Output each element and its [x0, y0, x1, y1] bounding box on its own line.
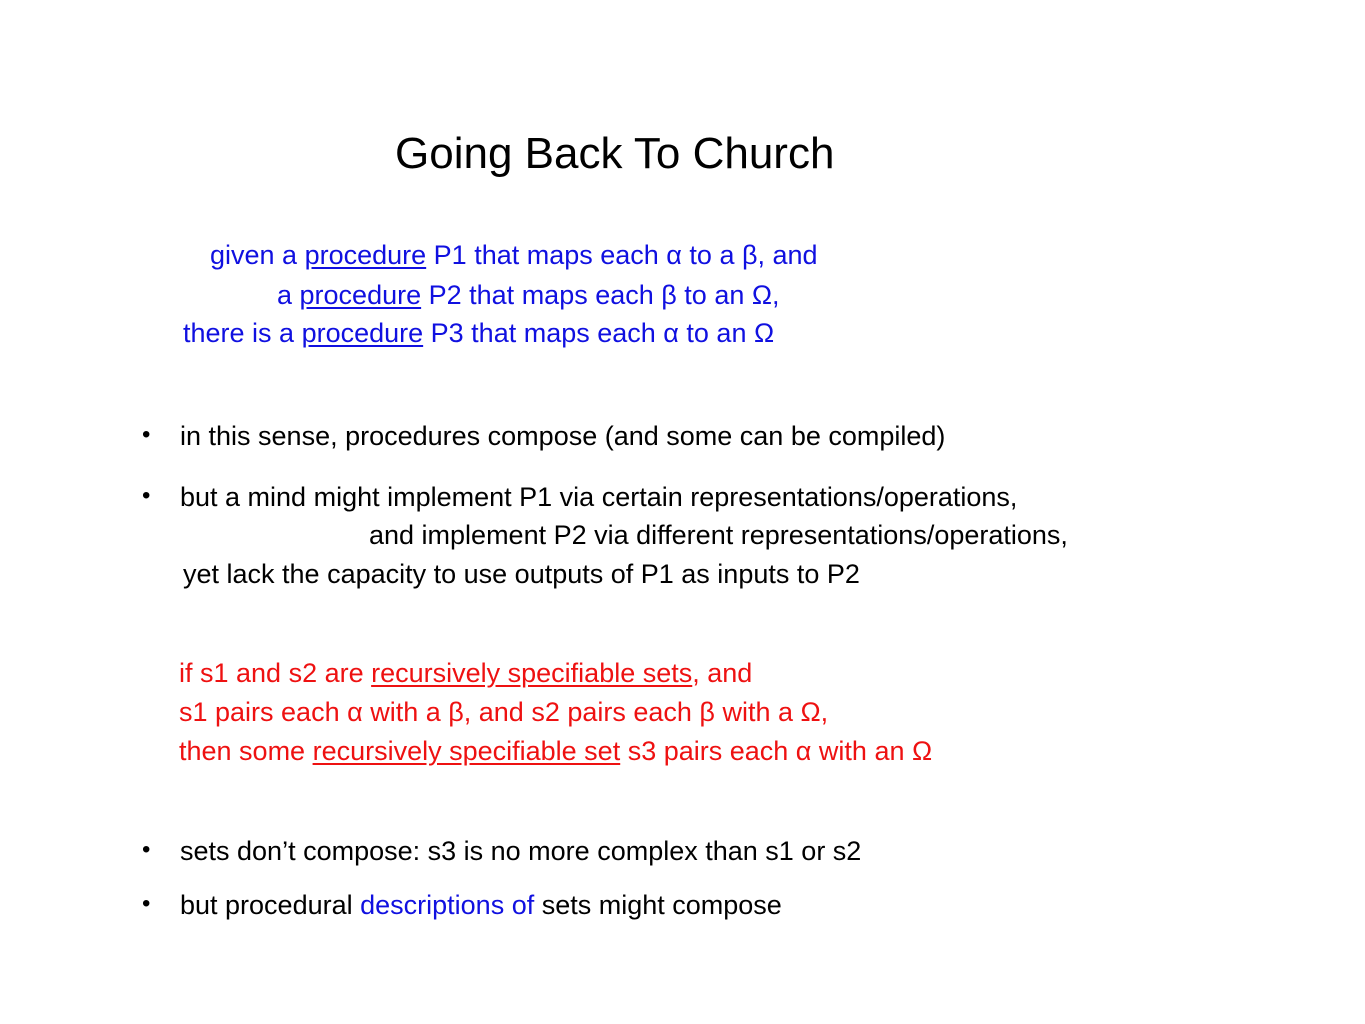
blue-line-2-pre: a	[277, 280, 300, 310]
procedure-term-3: procedure	[301, 318, 424, 348]
blue-line-3-post: P3 that maps each α to an Ω	[423, 318, 775, 348]
red-line-3	[179, 738, 932, 765]
bullet-procedural-post: sets might compose	[534, 890, 782, 920]
red-line-3-post: s3 pairs each α with an Ω	[620, 736, 933, 766]
bullet-procedural-descriptions	[180, 892, 782, 919]
bullet-sets-dont-compose: sets don’t compose: s3 is no more complex than s1 or s2	[180, 836, 862, 866]
slide-title: Going Back To Church	[395, 129, 835, 178]
blue-line-1	[210, 242, 818, 269]
procedure-term-2: procedure	[299, 280, 422, 310]
recursive-set-term-2: recursively specifiable set	[312, 736, 621, 766]
red-line-2: s1 pairs each α with a β, and s2 pairs each β with a Ω,	[179, 697, 829, 727]
red-line-1-post: , and	[692, 658, 753, 688]
bullet-marker: •	[142, 890, 151, 917]
bullet-compose: in this sense, procedures compose (and some can be compiled)	[180, 421, 946, 451]
blue-line-2-post: P2 that maps each β to an Ω,	[421, 280, 780, 310]
bullet-mind-implement: but a mind might implement P1 via certain representations/operations,	[180, 482, 1018, 512]
blue-line-2	[277, 282, 780, 309]
red-line-1-pre: if s1 and s2 are	[179, 658, 372, 688]
bullet-marker: •	[142, 421, 151, 448]
red-line-1	[179, 660, 752, 687]
bullet-marker: •	[142, 482, 151, 509]
procedure-term-1: procedure	[304, 240, 427, 270]
blue-line-1-pre: given a	[210, 240, 305, 270]
continuation-line-3: yet lack the capacity to use outputs of P1 as inputs to P2	[183, 559, 860, 589]
blue-line-1-post: P1 that maps each α to a β, and	[426, 240, 818, 270]
continuation-line-2: and implement P2 via different representations/operations,	[369, 520, 1068, 550]
blue-line-3	[183, 320, 774, 347]
descriptions-of-highlight: descriptions of	[360, 890, 535, 920]
recursive-sets-term-1: recursively specifiable sets	[371, 658, 693, 688]
blue-line-3-pre: there is a	[183, 318, 302, 348]
red-line-3-pre: then some	[179, 736, 313, 766]
bullet-marker: •	[142, 836, 151, 863]
bullet-procedural-pre: but procedural	[180, 890, 361, 920]
